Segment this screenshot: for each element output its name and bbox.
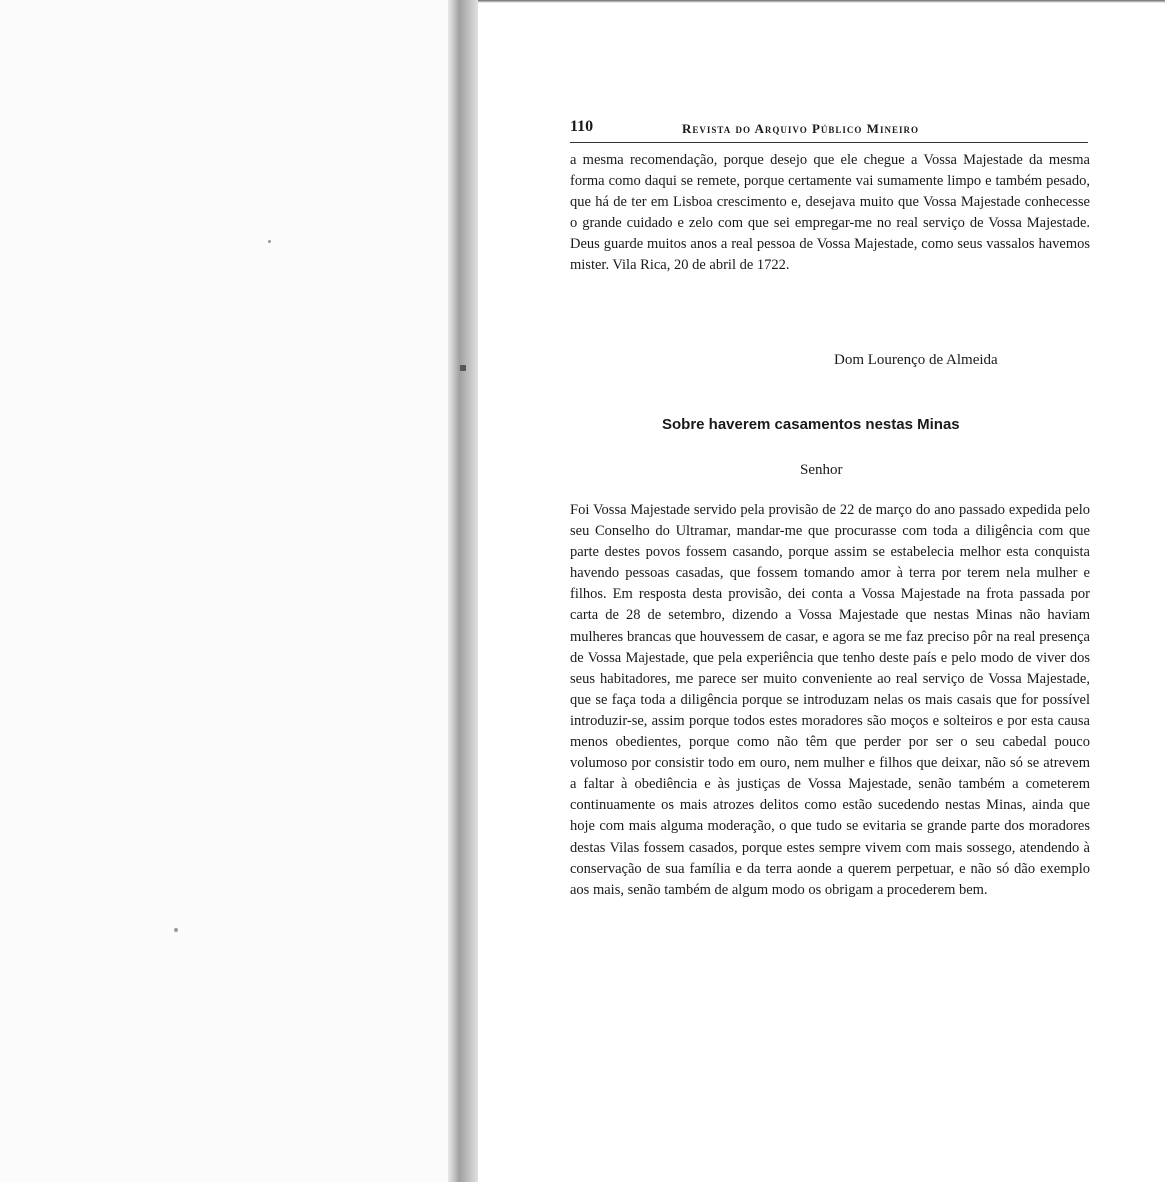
book-gutter bbox=[448, 0, 478, 1182]
letter-signature: Dom Lourenço de Almeida bbox=[834, 352, 998, 368]
letter-body-paragraph: Foi Vossa Majestade servido pela provisão de 22 de março do ano passado expedida pelo seu Conselho do Ultramar, mandar-me que procurasse com toda a diligência com que parte destes povos fossem casando, porque assim se estabelecia melhor esta conquista havendo pessoas casadas, que fossem tomando amor à terra por terem nela mulher e filhos. Em resposta desta provisão, dei conta a Vossa Majestade na frota passada por carta de 28 de setembro, dizendo a Vossa Majestade que nestas Minas não haviam mulheres brancas que houvessem de casar, e agora se me faz preciso pôr na real presença de Vossa Majestade, que pela experiência que tenho deste país e pelo modo de viver dos seus habitadores, me parece ser muito conveniente ao real serviço de Vossa Majestade, que se faça toda a diligência porque se introduzam nelas os mais casais que for possível introduzir-se, assim porque todos estes moradores são moços e solteiros e por esta causa menos obedientes, porque como não têm que perder por ser o seu cabedal pouco volumoso por consistir todo em ouro, nem mulher e filhos que deixar, não só se atrevem a faltar à obediência e às justiças de Vossa Majestade, senão também a cometerem continuamente os mais atrozes delitos como estão sucedendo nestas Minas, ainda que hoje com mais alguma moderação, o que tudo se evitaria se grande parte dos moradores destas Vilas fossem casados, porque estes sempre vivem com mais sossego, atendendo à conservação de sua família e da terra aonde a querem perpetuar, e não só dão exemplo aos mais, senão também de algum modo os obrigam a procederem bem. bbox=[570, 502, 1090, 898]
letter-closing-paragraph: a mesma recomendação, porque desejo que ele chegue a Vossa Majestade da mesma forma como daqui se remete, porque certamente vai sumamente limpo e também pesado, que há de ter em Lisboa crescimento e, desejava muito que Vossa Majestade conhecesse o grande cuidado e zelo com que sei empregar-me no real serviço de Vossa Majestade. Deus guarde muitos anos a real pessoa de Vossa Majestade, como seus vassalos havemos mister. Vila Rica, 20 de abril de 1722. bbox=[570, 152, 1090, 274]
page-number: 110 bbox=[570, 118, 594, 135]
running-header bbox=[570, 118, 1088, 143]
right-text-page bbox=[478, 0, 1165, 1182]
letter-title: Sobre haverem casamentos nestas Minas bbox=[662, 416, 960, 433]
binding-mark bbox=[460, 365, 466, 371]
left-blank-page bbox=[0, 0, 448, 1182]
journal-title: Revista do Arquivo Público Mineiro bbox=[682, 121, 919, 136]
letter-salutation: Senhor bbox=[800, 462, 843, 478]
scan-speck bbox=[174, 928, 178, 932]
scan-speck bbox=[268, 240, 271, 243]
